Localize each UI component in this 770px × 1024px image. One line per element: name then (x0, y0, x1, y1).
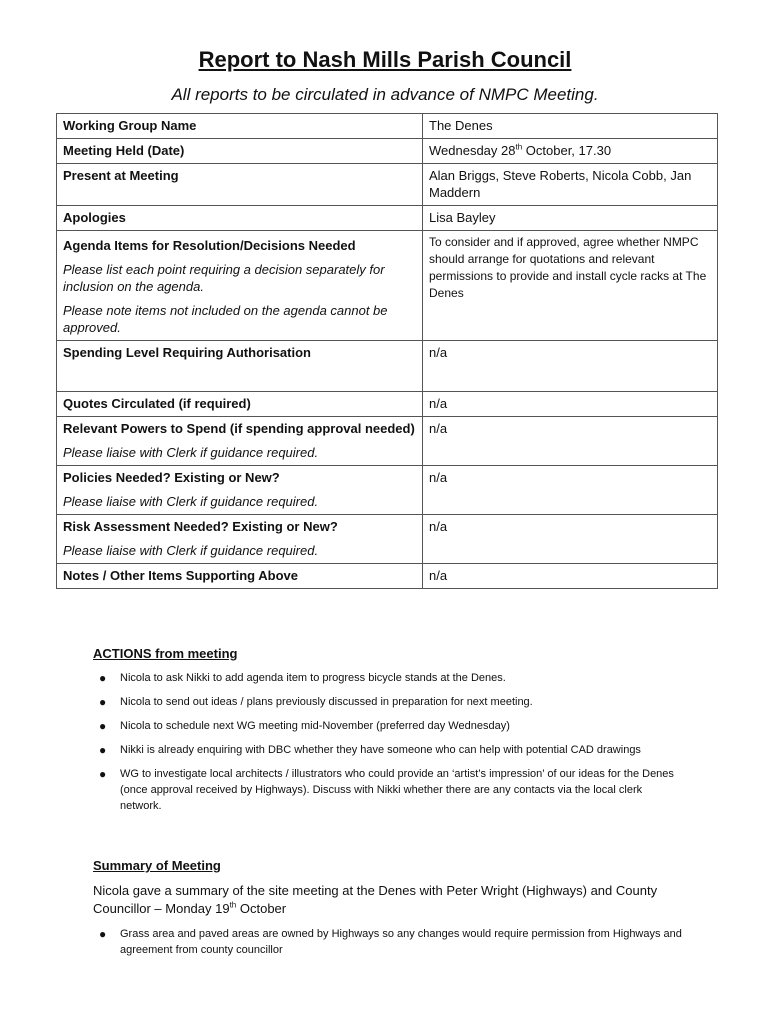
notes-label: Notes / Other Items Supporting Above (57, 564, 423, 589)
summary-item (93, 926, 683, 958)
row-apologies (57, 206, 718, 231)
powers-label: Relevant Powers to Spend (if spending approval needed) (63, 421, 415, 436)
actions-heading: ACTIONS from meeting (93, 646, 238, 661)
risk-value: n/a (423, 515, 718, 564)
bullet-icon: ● (99, 671, 107, 685)
spending-label: Spending Level Requiring Authorisation (57, 341, 423, 392)
agenda-note-2: Please note items not included on the agenda cannot be approved. (63, 303, 388, 335)
spending-value: n/a (423, 341, 718, 392)
row-risk (57, 515, 718, 564)
row-policies (57, 466, 718, 515)
action-item (93, 742, 683, 758)
agenda-note-1: Please list each point requiring a decision separately for inclusion on the agenda. (63, 262, 385, 294)
row-present (57, 164, 718, 206)
report-table (56, 113, 718, 589)
action-item (93, 718, 683, 734)
row-spending (57, 341, 718, 392)
present-value: Alan Briggs, Steve Roberts, Nicola Cobb, Jan Maddern (423, 164, 718, 206)
apologies-value: Lisa Bayley (423, 206, 718, 231)
meeting-date-suffix: th (515, 142, 523, 152)
agenda-label: Agenda Items for Resolution/Decisions Needed (63, 238, 356, 253)
summary-intro-text: Nicola gave a summary of the site meeting at the Denes with Peter Wright (Highways) and County Councillor – Monday 19 (93, 883, 658, 916)
action-item-text: Nicola to send out ideas / plans previously discussed in preparation for next meeting. (120, 696, 533, 708)
row-powers (57, 417, 718, 466)
risk-cell (57, 515, 423, 564)
policies-note: Please liaise with Clerk if guidance required. (63, 494, 319, 509)
meeting-date-text: Wednesday 28 (429, 143, 516, 158)
action-item (93, 766, 683, 814)
action-item (93, 670, 683, 686)
row-notes (57, 564, 718, 589)
working-group-value: The Denes (423, 114, 718, 139)
powers-cell (57, 417, 423, 466)
action-item-text: Nikki is already enquiring with DBC whether they have someone who can help with potential CAD drawings (120, 744, 641, 756)
summary-intro (93, 882, 693, 918)
bullet-icon: ● (99, 927, 107, 941)
bullet-icon: ● (99, 719, 107, 733)
row-agenda (57, 231, 718, 341)
page-subtitle: All reports to be circulated in advance of NMPC Meeting. (171, 85, 599, 104)
agenda-cell (57, 231, 423, 341)
actions-list (93, 670, 683, 822)
summary-item-text: Grass area and paved areas are owned by Highways so any changes would require permission from Highways and agreement from county councillor (120, 928, 682, 956)
notes-value: n/a (423, 564, 718, 589)
policies-label: Policies Needed? Existing or New? (63, 470, 280, 485)
powers-note: Please liaise with Clerk if guidance required. (63, 445, 319, 460)
bullet-icon: ● (99, 743, 107, 757)
meeting-held-value (423, 139, 718, 164)
row-quotes (57, 392, 718, 417)
present-label: Present at Meeting (57, 164, 423, 206)
page-title: Report to Nash Mills Parish Council (198, 47, 572, 72)
bullet-icon: ● (99, 767, 107, 781)
summary-intro-end: October (236, 901, 287, 916)
action-item (93, 694, 683, 710)
action-item-text: Nicola to ask Nikki to add agenda item to progress bicycle stands at the Denes. (120, 672, 506, 684)
policies-cell (57, 466, 423, 515)
policies-value: n/a (423, 466, 718, 515)
risk-label: Risk Assessment Needed? Existing or New? (63, 519, 338, 534)
apologies-label: Apologies (57, 206, 423, 231)
summary-list (93, 926, 683, 966)
bullet-icon: ● (99, 695, 107, 709)
meeting-time-text: October, 17.30 (522, 143, 612, 158)
row-meeting-held (57, 139, 718, 164)
action-item-text: Nicola to schedule next WG meeting mid-November (preferred day Wednesday) (120, 720, 510, 732)
meeting-held-label: Meeting Held (Date) (57, 139, 423, 164)
risk-note: Please liaise with Clerk if guidance required. (63, 543, 319, 558)
quotes-value: n/a (423, 392, 718, 417)
powers-value: n/a (423, 417, 718, 466)
agenda-value: To consider and if approved, agree whether NMPC should arrange for quotations and relevant permissions to provide and install cycle racks at The Denes (423, 231, 718, 341)
summary-heading: Summary of Meeting (93, 858, 221, 873)
action-item-text: WG to investigate local architects / illustrators who could provide an ‘artist’s impression’ of our ideas for the Denes (once approval received by Highways). Discuss with Nikki whether there are any contacts via the local clerk network. (120, 768, 674, 812)
quotes-label: Quotes Circulated (if required) (57, 392, 423, 417)
summary-date-suffix: th (229, 900, 237, 910)
working-group-label: Working Group Name (57, 114, 423, 139)
row-working-group (57, 114, 718, 139)
